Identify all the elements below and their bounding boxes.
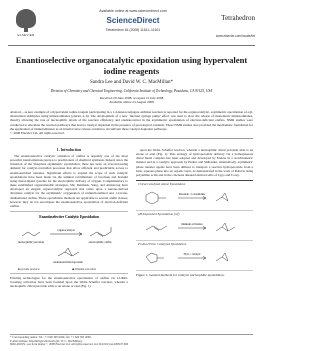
- scheme-figure: [10, 211, 128, 274]
- methods-figure: [136, 180, 253, 302]
- journal-citation: Tetrahedron 64 (2008) 11611–11621: [105, 28, 161, 32]
- method-row-structure: [136, 245, 253, 271]
- peroxide-structure: [22, 232, 40, 236]
- right-column: [136, 148, 253, 302]
- method-row-structure: [136, 215, 253, 241]
- method-row-label: Prolinol Ether Catalyzed Epoxidation: [138, 242, 187, 247]
- olefin-label: electrophilic olefin: [88, 240, 112, 245]
- method-row-note: H₂O₂ / catalyst: [183, 253, 201, 257]
- received-line: Received 20 June 2008; accepted 12 July 2008: [99, 96, 164, 100]
- method-row-structure: [136, 185, 253, 211]
- available-line: Available online 23 August 2008: [109, 100, 154, 105]
- received-dates: [12, 96, 251, 104]
- journal-header: [8, 6, 255, 46]
- sciencedirect-logo: ScienceDirect: [106, 16, 160, 25]
- doi-line[interactable]: 0040-4020/$ - see front matter © 2008 Elsevier Ltd. All rights reserved. doi:10.1016/j.tet.2008.07.090: [10, 342, 129, 347]
- elsevier-logo: [8, 8, 44, 38]
- peroxide-label: nucleophilic peroxide: [17, 240, 45, 245]
- journal-url[interactable]: www.elsevier.com/locate/tet: [215, 34, 255, 38]
- method-row: [136, 241, 253, 271]
- corresponding-author: * Corresponding author. Tel.: +1 626 395 6044; fax: +1 626 395 2660.: [10, 335, 92, 340]
- article-authors[interactable]: Sandra Lee and David W. C. MacMillan*: [89, 80, 174, 85]
- reaction-arrow: [50, 233, 82, 236]
- abstract-copyright: © 2008 Elsevier Ltd. All rights reserved.: [10, 131, 65, 136]
- available-online[interactable]: Available online at www.sciencedirect.com: [99, 9, 167, 13]
- article-title: Enantioselective organocatalytic epoxidation using hypervalent iodine reagents: [15, 55, 248, 76]
- abstract-text: Abstract—A new example of a hypervalent iodine reagent participating in a 1,4-heteroconjugate addition reaction is reported for the organocatalytic, asymmetric epoxidation of α,β-unsaturated aldehydes using iminoiodinanes (entries 4–6). The development of a new ‘internal syringe pump’ effect was used to slow the release of monomeric iminoiodinanes, thereby allowing the rate of nucleophilic attack of the reaction efficiency and enantiocontrol in the asymmetric epoxidation of electron-deficient olefins. NMR studies were conducted to elucidate the reaction pathways that lead to catalyst depletion in the presence of protological oxidants. These NMR studies also provided the mechanistic foundation for the application of iminoiodinanes as an internal slow release oxidant to circumvent these catalyst depletion pathways.: [10, 110, 253, 131]
- epoxide-label: enantioenriched epoxide: [53, 260, 83, 265]
- olefin-structure: [90, 227, 111, 237]
- figure-caption: Figure 1. General methods for catalytic nucleophilic epoxidation.: [136, 273, 225, 278]
- scheme-legend-a: ■ epoxide products: [18, 268, 40, 272]
- journal-name: Tetrahedron: [221, 14, 255, 22]
- intro-paragraph: The enantioselective catalytic oxidation of olefins is arguably one of the most powerful transformations known to practitioners of chemical synthesis. Indeed, since the invention of the Sharpless asymmetric epoxidation, there has been an ever-increasing demand for catalyst-controlled processes that allow efficient and predictable access to enantioenriched oxiranes. Significant efforts to expand the scope of such catalytic epoxidations have been made via the seminal contributions of Jacobsen and Katsuki using metal-ligand systems for the electrophilic delivery of oxygen. Complementary to these established organometallic strategies, Shi, Denmark, Yang, and Armstrong have developed an elegant organocatalytic approach that relies upon a ketone-derived dioxirane catalyst for the asymmetric oxygenation of unfunctionalized and 1,2-trans-disubstituted olefins. These epoxidation methods are applicable to several olefin classes; however they do not encompass the enantioselective epoxidation of electron-deficient olefins.: [10, 154, 128, 208]
- method-row: [136, 181, 253, 211]
- method-row-note: iminium activation: [181, 223, 203, 227]
- method-row-label: Chiral-Catalyzed Amine Epoxidation: [138, 182, 186, 187]
- left-column: [10, 148, 128, 288]
- scheme-title: Enantioselective Catalytic Epoxidation: [39, 215, 99, 220]
- epoxide-structure: [58, 248, 79, 256]
- author-affiliation: Division of Chemistry and Chemical Engineering, California Institute of Technology, Pasadena, CA 91125, USA: [50, 89, 213, 93]
- arrow-label: organocatalyst: [57, 228, 75, 233]
- scheme-caption: Existing technologies for the enantioselective epoxidation of olefins via LUMO-lowering activation have been founded upon the Weitz–Scheffer reaction, wherein a nucleophilic chiral peroxide adds to an enone or enal (Fig. 1).: [10, 276, 128, 289]
- page-footer: [10, 334, 253, 347]
- section-heading: 1. Introduction: [56, 148, 82, 152]
- method-row: [136, 211, 253, 241]
- scheme-legend-b: ◆ iminium activation: [72, 268, 97, 272]
- author-email[interactable]: E-mail address: dmacmill@caltech.edu (D. W. C. MacMillan).: [10, 338, 83, 343]
- scheme-drawing: [10, 212, 128, 275]
- method-row-note: Peroxide ⇒ oxaziridine: [178, 193, 206, 197]
- publisher-name: ELSEVIER: [17, 33, 35, 37]
- right-paragraph: upon the Weitz–Scheffer reaction, wherein a nucleophilic chiral peroxide adds to an enone or enal (Fig. 1). This strategy of hydroperoxide delivery via a homogeneous chiral metal complex has been adopted and developed by Enders in a stoichiometric manner and in a catalytic approach by Enders and Shibasaki. Alternatively, asymmetric phase transfer agents have been utilized to transport a reactive hydroperoxide from a basic aqueous phase into an organic layer, as demonstrated in the work of Roberts using polyamino acids and in the cinchona alkaloid-derived salts of Lygo and Corey.: [136, 148, 253, 177]
- method-row-label: pH-Dependent Epoxidation (ref): [138, 212, 180, 217]
- abstract: [10, 110, 253, 139]
